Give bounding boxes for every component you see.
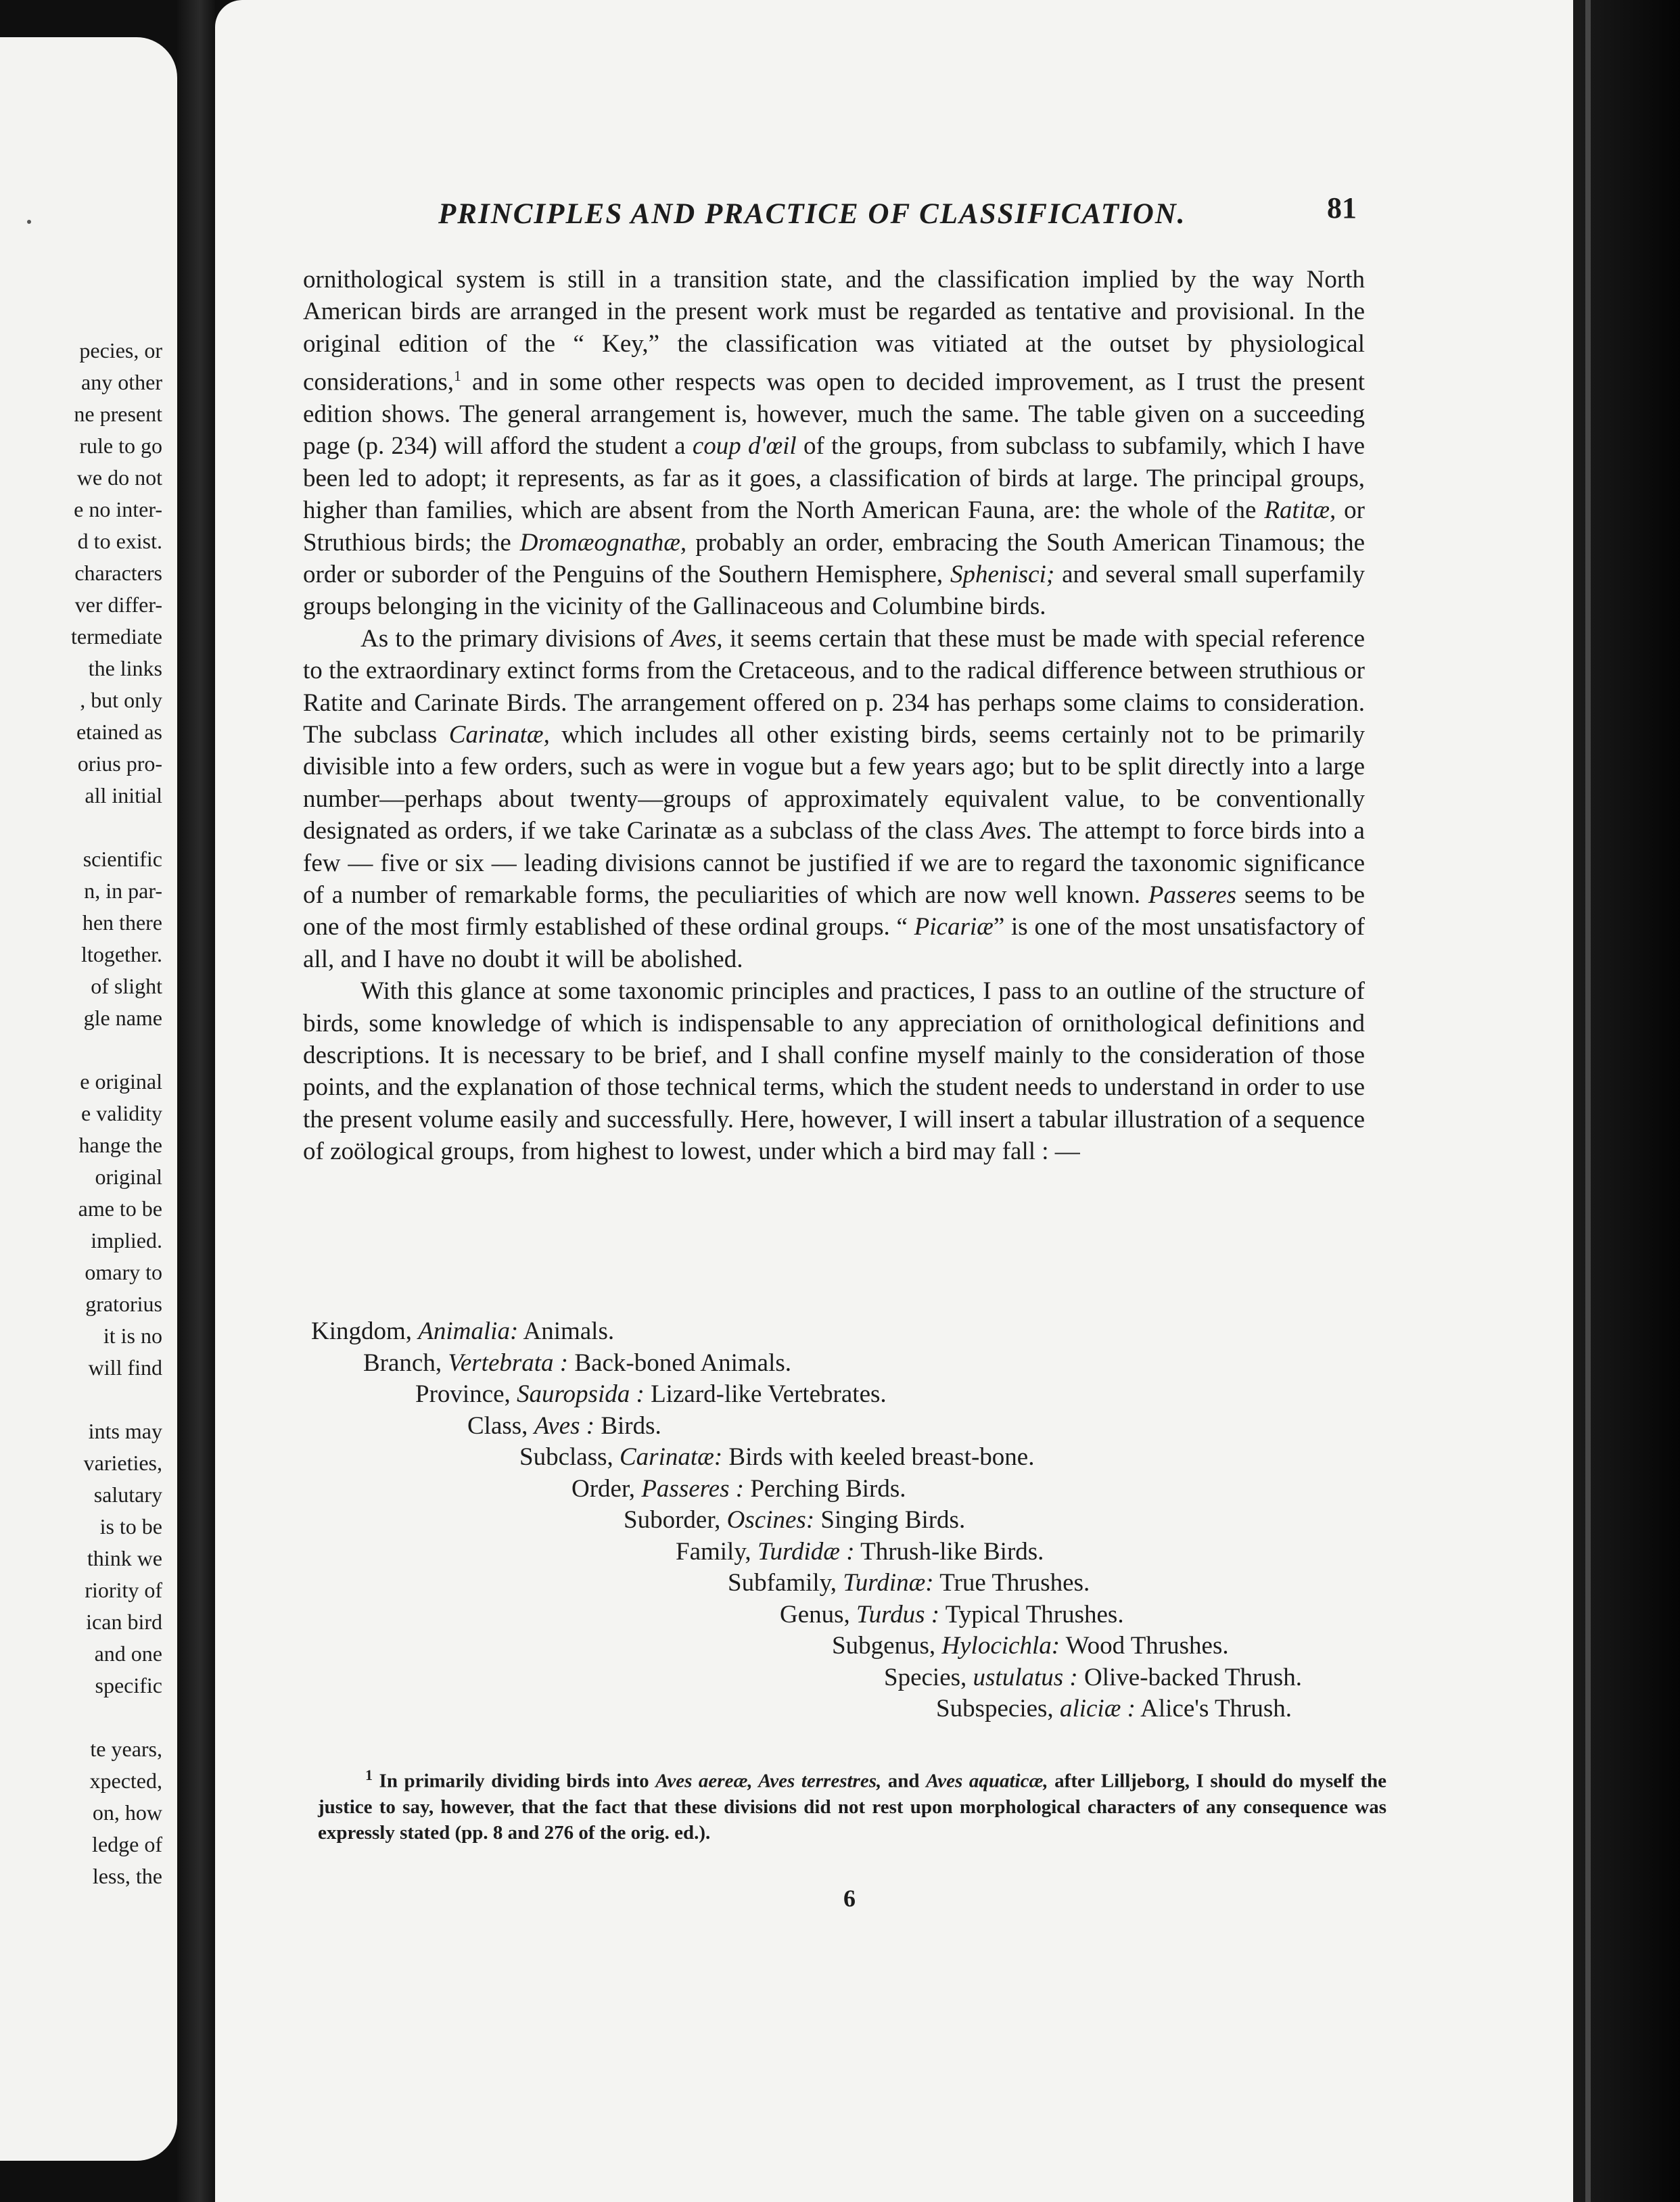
left-page-line: ints may — [88, 1419, 162, 1443]
footnote-ref: 1 — [453, 367, 461, 385]
left-page-line: pecies, or — [79, 338, 162, 362]
left-page-line — [71, 1384, 162, 1415]
left-page-line: ver differ- — [74, 592, 162, 617]
left-page-line: ne present — [74, 402, 162, 426]
left-page-line: scientific — [83, 847, 162, 871]
left-page-line: all initial — [85, 783, 162, 807]
left-page-line: termediate — [70, 624, 162, 649]
left-page-line: ledge of — [92, 1832, 162, 1856]
taxonomy-row: Subclass, Carinatæ: Birds with keeled breast-bone. — [519, 1443, 1035, 1471]
left-page-line: salutary — [93, 1482, 162, 1507]
left-page-line: riority of — [85, 1578, 162, 1602]
taxonomy-row: Order, Passeres : Perching Birds. — [571, 1474, 906, 1503]
left-page-line: xpected, — [89, 1768, 162, 1793]
left-page-line: any other — [81, 370, 162, 394]
book-gutter — [177, 0, 215, 2202]
left-page-line — [71, 1034, 162, 1066]
left-page-line: omary to — [85, 1260, 162, 1284]
left-page-line: te years, — [90, 1737, 162, 1761]
left-page-line: ltogether. — [81, 942, 162, 966]
left-page-line: we do not — [76, 465, 162, 490]
left-page-line: will find — [88, 1355, 162, 1380]
taxonomy-row: Suborder, Oscines: Singing Birds. — [624, 1506, 966, 1534]
taxonomy-row: Subspecies, aliciæ : Alice's Thrush. — [936, 1695, 1292, 1723]
left-page-line: gratorius — [85, 1292, 162, 1316]
left-page-line: implied. — [91, 1228, 162, 1252]
ink-dot — [27, 220, 31, 224]
body-text — [303, 264, 1365, 1168]
left-page-line: original — [95, 1165, 162, 1189]
left-page-line: hange the — [78, 1133, 162, 1157]
signature-mark: 6 — [843, 1885, 856, 1912]
left-page-line — [71, 1702, 162, 1733]
page-edge — [1573, 0, 1680, 2202]
left-page-line: specific — [95, 1673, 162, 1697]
taxonomy-row: Branch, Vertebrata : Back-boned Animals. — [363, 1349, 791, 1377]
left-page-line: e validity — [81, 1101, 162, 1125]
taxonomy-table — [311, 1316, 1302, 1725]
left-page-line: of slight — [91, 974, 162, 998]
taxonomy-row: Subgenus, Hylocichla: Wood Thrushes. — [832, 1632, 1229, 1660]
left-page-line: orius pro- — [77, 751, 162, 776]
left-page-line: and one — [94, 1641, 162, 1666]
left-page-line: gle name — [83, 1006, 162, 1030]
left-page-line: rule to go — [79, 434, 162, 458]
left-page-line: the links — [88, 656, 162, 680]
taxonomy-row: Species, ustulatus : Olive-backed Thrush. — [884, 1663, 1302, 1691]
left-page-line: n, in par- — [84, 879, 162, 903]
left-page-line: d to exist. — [77, 529, 162, 553]
taxonomy-row: Province, Sauropsida : Lizard-like Vertebrates. — [415, 1380, 887, 1408]
running-title: PRINCIPLES AND PRACTICE OF CLASSIFICATION. — [438, 198, 1186, 230]
left-page-line: hen there — [82, 910, 162, 935]
left-page-line: ican bird — [86, 1610, 162, 1634]
left-facing-page — [0, 37, 177, 2161]
left-page-line: e original — [80, 1069, 162, 1094]
paragraph-1: ornithological system is still in a transition state, and the classification implied by the way North American birds are arranged in the present work must be regarded as tentative and provisional. In the original edition of the “ Key,” the classification was vitiated at the outset by physiological considerations,$^1$ and in some other respects was open to decided improvement, as I trust the present edition shows. The general arrangement is, however, much the same. The table given on a succeeding page (p. 234) will afford the student a coup d'œil of the groups, from subclass to subfamily, which I have been led to adopt; it represents, as far as it goes, a classification of birds at large. The principal groups, higher than families, which are absent from the North American Fauna, are: the whole of the Ratitæ, or Struthious birds; the Dromæognathæ, probably an order, embracing the South American Tinamous; the order or suborder of the Penguins of the Southern Hemisphere, Sphenisci; and several small superfamily groups belonging in the vicinity of the Gallinaceous and Columbine birds. — [303, 266, 1366, 621]
left-page-line — [71, 812, 162, 843]
paragraph-3: With this glance at some taxonomic principles and practices, I pass to an outline of the structure of birds, some knowledge of which is indispensable to any appreciation of ornithological definitions and descriptions. It is necessary to be brief, and I shall confine myself mainly to the consideration of those points, and the explanation of those technical terms, which the student needs to understand in order to use the present volume easily and successfully. Here, however, I will insert a tabular illustration of a sequence of zoölogical groups, from highest to lowest, under which a bird may fall : — — [303, 977, 1365, 1166]
left-page-line: is to be — [99, 1514, 162, 1539]
left-page-line: , but only — [80, 688, 162, 712]
taxonomy-row: Class, Aves : Birds. — [467, 1411, 661, 1440]
left-page-line: less, the — [92, 1864, 162, 1888]
left-page-line: e no inter- — [74, 497, 162, 521]
left-page-line: it is no — [103, 1323, 162, 1348]
left-page-line: think we — [87, 1546, 162, 1570]
left-page-line: etained as — [76, 720, 162, 744]
taxonomy-row: Genus, Turdus : Typical Thrushes. — [780, 1600, 1124, 1629]
paragraph-2: As to the primary divisions of Aves, it seems certain that these must be made with special reference to the extraordinary extinct forms from the Cretaceous, and to the radical difference between struthious or Ratite and Carinate Birds. The arrangement offered on p. 234 has perhaps some claims to consideration. The subclass Carinatæ, which includes all other existing birds, seems certainly not to be primarily divisible into a few orders, such as were in vogue but a few years ago; but to be split directly into a large number—perhaps about twenty—groups of approximately equivalent value, to be conventionally designated as orders, if we take Carinatæ as a subclass of the class Aves. The attempt to force birds into a few — five or six — leading divisions cannot be justified if we are to regard the taxonomic significance of a number of remarkable forms, the peculiarities of which are now well known. Passeres seems to be one of the most firmly established of these ordinal groups. “ Picariæ” is one of the most unsatisfactory of all, and I have no doubt it will be abolished. — [303, 624, 1365, 973]
left-page-line: on, how — [92, 1800, 162, 1825]
left-page-line: varieties, — [83, 1451, 162, 1475]
footnote: $^1$ In primarily dividing birds into Aves aereæ, Aves terrestres, and Aves aquaticæ, after Lilljeborg, I should do myself the justice to say, however, that the fact that these divisions did not rest upon morphological characters of any consequence was expressly stated (pp. 8 and 276 of the orig. ed.). — [318, 1766, 1386, 1844]
taxonomy-row: Family, Turdidæ : Thrush-like Birds. — [676, 1537, 1044, 1566]
left-page-line: characters — [74, 561, 162, 585]
taxonomy-row: Subfamily, Turdinæ: True Thrushes. — [728, 1569, 1090, 1597]
page-number: 81 — [1327, 191, 1357, 225]
taxonomy-row: Kingdom, Animalia: Animals. — [311, 1317, 615, 1345]
left-page-line: ame to be — [78, 1196, 162, 1221]
left-page-text — [71, 335, 162, 1892]
